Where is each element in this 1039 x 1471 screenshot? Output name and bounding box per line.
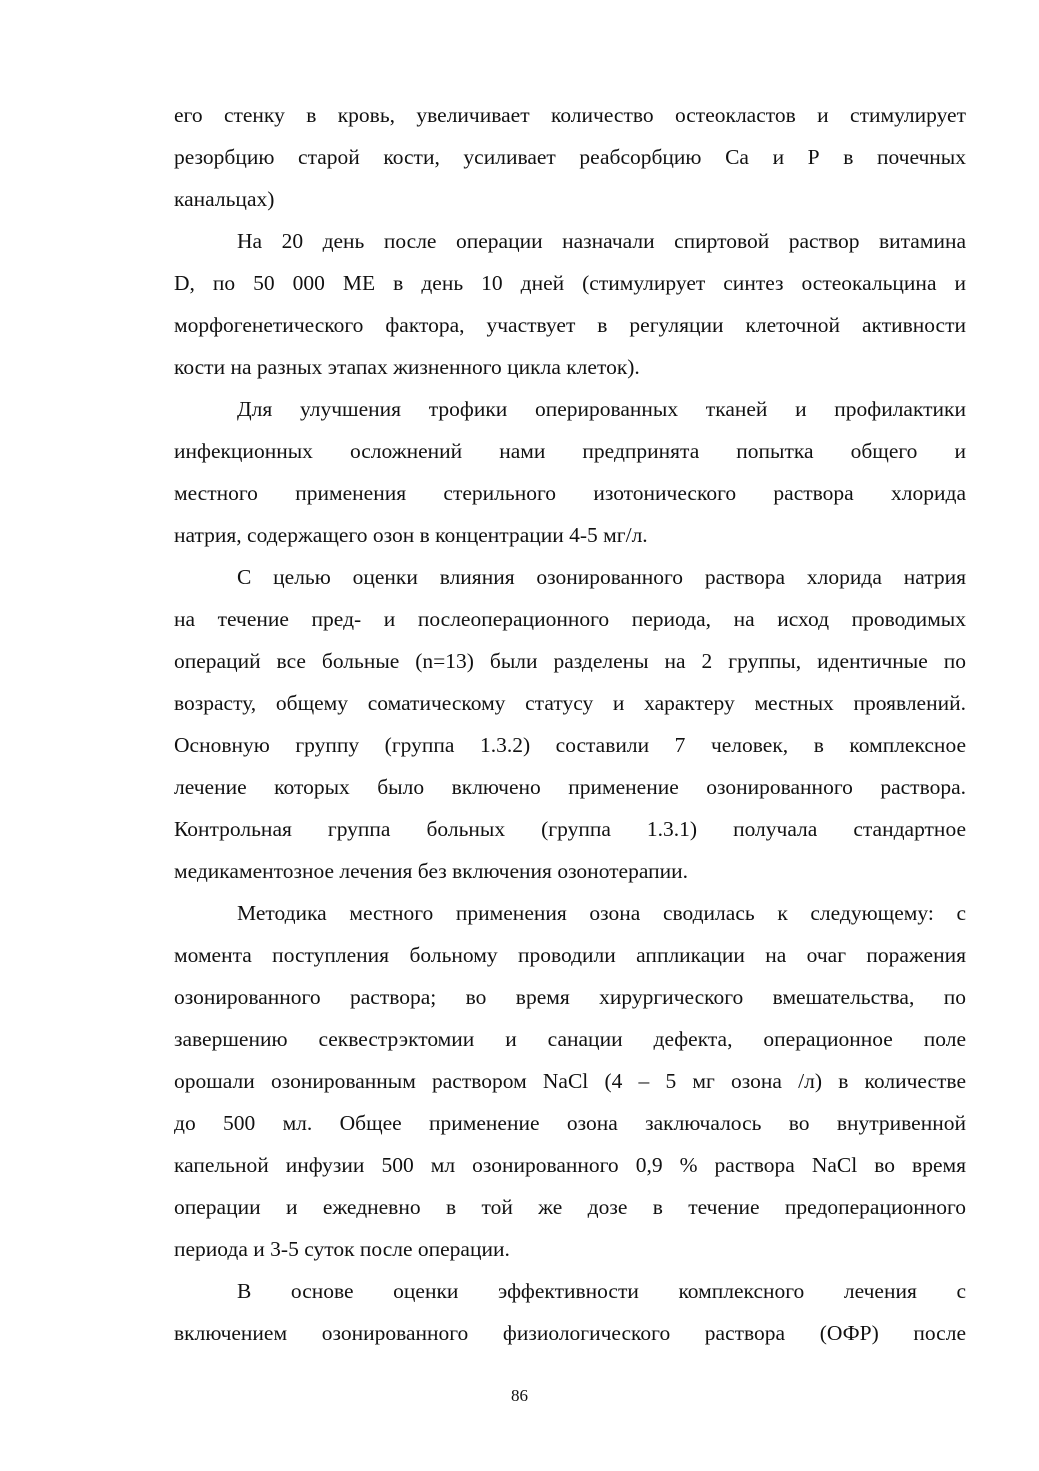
paragraph bbox=[174, 94, 966, 220]
paragraph bbox=[174, 1270, 966, 1354]
paragraph bbox=[174, 892, 966, 1270]
text-line: Методика местного применения озона сводилась к следующему: с bbox=[237, 901, 966, 925]
text-line: его стенку в кровь, увеличивает количество остеокластов и стимулирует bbox=[174, 103, 966, 127]
text-line: Контрольная группа больных (группа 1.3.1) получала стандартное bbox=[174, 817, 966, 841]
text-line: На 20 день после операции назначали спиртовой раствор витамина bbox=[237, 229, 966, 253]
text-line: В основе оценки эффективности комплексного лечения с bbox=[237, 1279, 966, 1303]
text-line: орошали озонированным раствором NaCl (4 – 5 мг озона /л) в количестве bbox=[174, 1069, 966, 1093]
text-line: медикаментозное лечения без включения озонотерапии. bbox=[174, 859, 688, 883]
page-number: 86 bbox=[511, 1386, 528, 1405]
text-line: кости на разных этапах жизненного цикла клеток). bbox=[174, 355, 640, 379]
text-line: D, по 50 000 МЕ в день 10 дней (стимулирует синтез остеокальцина и bbox=[174, 271, 966, 295]
text-line: натрия, содержащего озон в концентрации 4-5 мг/л. bbox=[174, 523, 648, 547]
text-line: операций все больные (n=13) были разделены на 2 группы, идентичные по bbox=[174, 649, 966, 673]
text-line: операции и ежедневно в той же дозе в течение предоперационного bbox=[174, 1195, 966, 1219]
paragraph bbox=[174, 556, 966, 892]
text-line: возрасту, общему соматическому статусу и характеру местных проявлений. bbox=[174, 691, 966, 715]
text-line: С целью оценки влияния озонированного раствора хлорида натрия bbox=[237, 565, 966, 589]
paragraph bbox=[174, 220, 966, 388]
text-line: завершению секвестрэктомии и санации дефекта, операционное поле bbox=[174, 1027, 966, 1051]
text-line: местного применения стерильного изотонического раствора хлорида bbox=[174, 481, 966, 505]
document-body bbox=[174, 94, 966, 1354]
text-line: Основную группу (группа 1.3.2) составили 7 человек, в комплексное bbox=[174, 733, 966, 757]
paragraph bbox=[174, 388, 966, 556]
text-line: на течение пред- и послеоперационного периода, на исход проводимых bbox=[174, 607, 966, 631]
text-line: капельной инфузии 500 мл озонированного 0,9 % раствора NaCl во время bbox=[174, 1153, 966, 1177]
text-line: лечение которых было включено применение озонированного раствора. bbox=[174, 775, 966, 799]
text-line: до 500 мл. Общее применение озона заключалось во внутривенной bbox=[174, 1111, 966, 1135]
text-line: включением озонированного физиологического раствора (ОФР) после bbox=[174, 1321, 966, 1345]
text-line: периода и 3-5 суток после операции. bbox=[174, 1237, 510, 1261]
text-line: Для улучшения трофики оперированных тканей и профилактики bbox=[237, 397, 966, 421]
text-line: озонированного раствора; во время хирургического вмешательства, по bbox=[174, 985, 966, 1009]
text-line: морфогенетического фактора, участвует в регуляции клеточной активности bbox=[174, 313, 966, 337]
text-line: канальцах) bbox=[174, 187, 275, 211]
text-line: момента поступления больному проводили аппликации на очаг поражения bbox=[174, 943, 966, 967]
text-line: инфекционных осложнений нами предпринята попытка общего и bbox=[174, 439, 966, 463]
text-line: резорбцию старой кости, усиливает реабсорбцию Са и Р в почечных bbox=[174, 145, 966, 169]
